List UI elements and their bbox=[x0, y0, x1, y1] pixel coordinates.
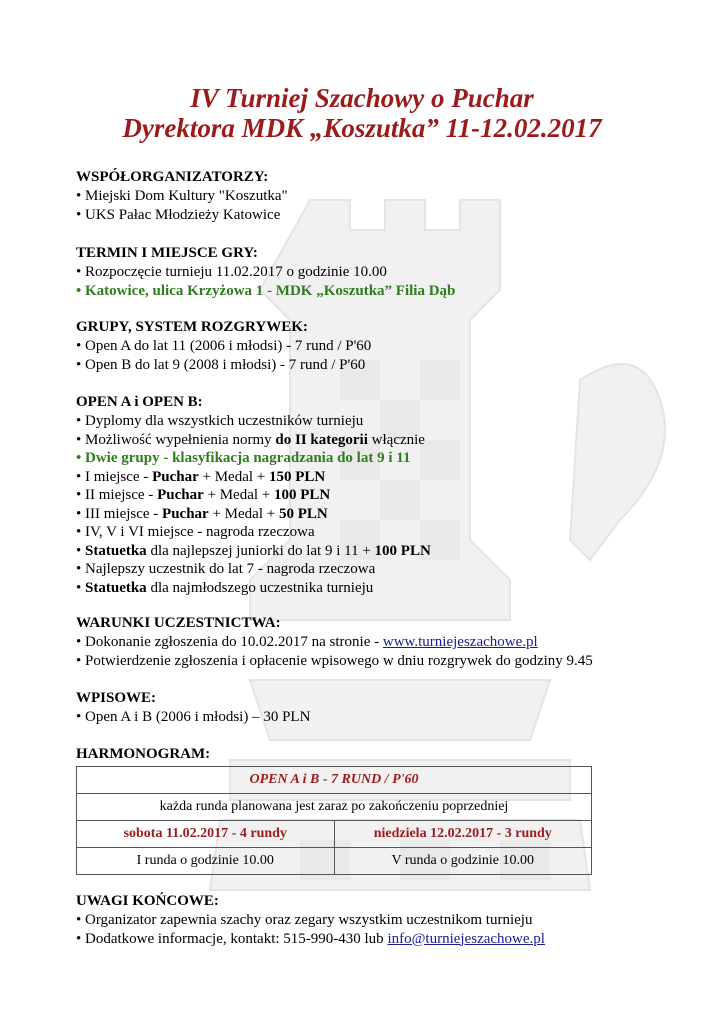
schedule-day2-start-cell: V runda o godzinie 10.00 bbox=[334, 848, 592, 875]
bold-text: do II kategorii bbox=[275, 431, 368, 448]
schedule-note-cell: każda runda planowana jest zaraz po zakończeniu poprzedniej bbox=[77, 794, 592, 821]
table-row bbox=[77, 848, 592, 875]
bold-text: Puchar bbox=[162, 505, 209, 522]
bold-text: Statuetka bbox=[85, 542, 147, 559]
prize-item bbox=[76, 486, 676, 505]
text: • bbox=[76, 542, 86, 559]
schedule-heading: HARMONOGRAM: bbox=[76, 746, 211, 762]
bold-text: 100 PLN bbox=[374, 542, 431, 559]
remarks-heading: UWAGI KOŃCOWE: bbox=[76, 893, 219, 909]
prize-item bbox=[76, 542, 676, 561]
bold-text: Puchar bbox=[152, 468, 199, 485]
schedule-day2-cell: niedziela 12.02.2017 - 3 rundy bbox=[334, 821, 592, 848]
bold-text: 150 PLN bbox=[268, 468, 326, 485]
remark-item bbox=[76, 930, 676, 949]
text: włącznie bbox=[367, 431, 425, 448]
prize-item bbox=[76, 579, 676, 598]
condition-item: • Potwierdzenie zgłoszenia i opłacenie wpisowego w dniu rozgrywek do godziny 9.45 bbox=[76, 652, 593, 669]
venue-start-item: • Rozpoczęcie turnieju 11.02.2017 o godzinie 10.00 bbox=[76, 264, 387, 280]
page-title-line-2: Dyrektora MDK „Koszutka” 11-12.02.2017 bbox=[122, 113, 602, 143]
fee-section bbox=[76, 689, 676, 727]
remark-item: • Organizator zapewnia szachy oraz zegary wszystkim uczestnikom turnieju bbox=[76, 912, 533, 928]
email-link[interactable]: info@turniejeszachowe.pl bbox=[387, 930, 545, 947]
text: dla najmłodszego uczestnika turnieju bbox=[146, 579, 374, 596]
fee-item: • Open A i B (2006 i młodsi) – 30 PLN bbox=[76, 709, 311, 725]
text: dla najlepszej juniorki do lat 9 i 11 + bbox=[146, 542, 375, 559]
bold-text: 50 PLN bbox=[278, 505, 328, 522]
coorganizers-section bbox=[76, 168, 676, 224]
schedule-table bbox=[76, 766, 592, 875]
schedule-day1-start-cell: I runda o godzinie 10.00 bbox=[77, 848, 335, 875]
website-link[interactable]: www.turniejeszachowe.pl bbox=[382, 634, 538, 650]
group-item: • Open B do lat 9 (2008 i młodsi) - 7 rund / P'60 bbox=[76, 356, 366, 373]
bold-text: Puchar bbox=[157, 487, 204, 503]
text: • Dodatkowe informacje, kontakt: 515-990-430 lub bbox=[76, 930, 388, 947]
coorganizers-heading: WSPÓŁORGANIZATORZY: bbox=[76, 169, 269, 185]
coorganizer-item: • Miejski Dom Kultury "Koszutka" bbox=[76, 188, 288, 204]
prize-item bbox=[76, 468, 676, 487]
text: • bbox=[76, 579, 86, 596]
bold-text: 100 PLN bbox=[273, 487, 331, 503]
text: + Medal + bbox=[198, 468, 269, 485]
conditions-section bbox=[76, 614, 676, 670]
venue-section bbox=[76, 244, 676, 300]
remarks-section bbox=[76, 892, 676, 948]
prize-item: • Najlepszy uczestnik do lat 7 - nagroda rzeczowa bbox=[76, 561, 376, 577]
text: + Medal + bbox=[208, 505, 279, 522]
venue-heading: TERMIN I MIEJSCE GRY: bbox=[76, 245, 258, 261]
open-section bbox=[76, 393, 676, 597]
bold-text: Statuetka bbox=[85, 579, 147, 596]
prize-item bbox=[76, 505, 676, 524]
schedule-section bbox=[76, 745, 676, 764]
open-item: • Dwie grupy - klasyfikacja nagradzania do lat 9 i 11 bbox=[76, 450, 411, 466]
text: + Medal + bbox=[203, 487, 274, 503]
coorganizer-item: • UKS Pałac Młodzieży Katowice bbox=[76, 206, 281, 223]
text: • I miejsce - bbox=[76, 468, 153, 485]
table-row bbox=[77, 821, 592, 848]
schedule-day1-cell: sobota 11.02.2017 - 4 rundy bbox=[77, 821, 335, 848]
prize-item: • IV, V i VI miejsce - nagroda rzeczowa bbox=[76, 524, 315, 540]
text: • Dokonanie zgłoszenia do 10.02.2017 na stronie - bbox=[76, 634, 383, 650]
condition-item bbox=[76, 633, 676, 652]
open-item bbox=[76, 431, 676, 450]
open-heading: OPEN A i OPEN B: bbox=[76, 394, 203, 410]
page-title-line-1: IV Turniej Szachowy o Puchar bbox=[190, 83, 534, 113]
fee-heading: WPISOWE: bbox=[76, 690, 157, 706]
table-row bbox=[77, 794, 592, 821]
conditions-heading: WARUNKI UCZESTNICTWA: bbox=[76, 615, 281, 631]
groups-section bbox=[76, 318, 676, 374]
venue-address-item: • Katowice, ulica Krzyżowa 1 - MDK „Koszutka” Filia Dąb bbox=[76, 282, 456, 299]
groups-heading: GRUPY, SYSTEM ROZGRYWEK: bbox=[76, 319, 308, 335]
text: • II miejsce - bbox=[76, 487, 158, 503]
open-item: • Dyplomy dla wszystkich uczestników turnieju bbox=[76, 413, 364, 429]
text: • III miejsce - bbox=[76, 505, 163, 522]
table-row bbox=[77, 767, 592, 794]
group-item: • Open A do lat 11 (2006 i młodsi) - 7 rund / P'60 bbox=[76, 338, 372, 354]
text: • Możliwość wypełnienia normy bbox=[76, 431, 276, 448]
schedule-header-cell: OPEN A i B - 7 RUND / P'60 bbox=[77, 767, 592, 794]
